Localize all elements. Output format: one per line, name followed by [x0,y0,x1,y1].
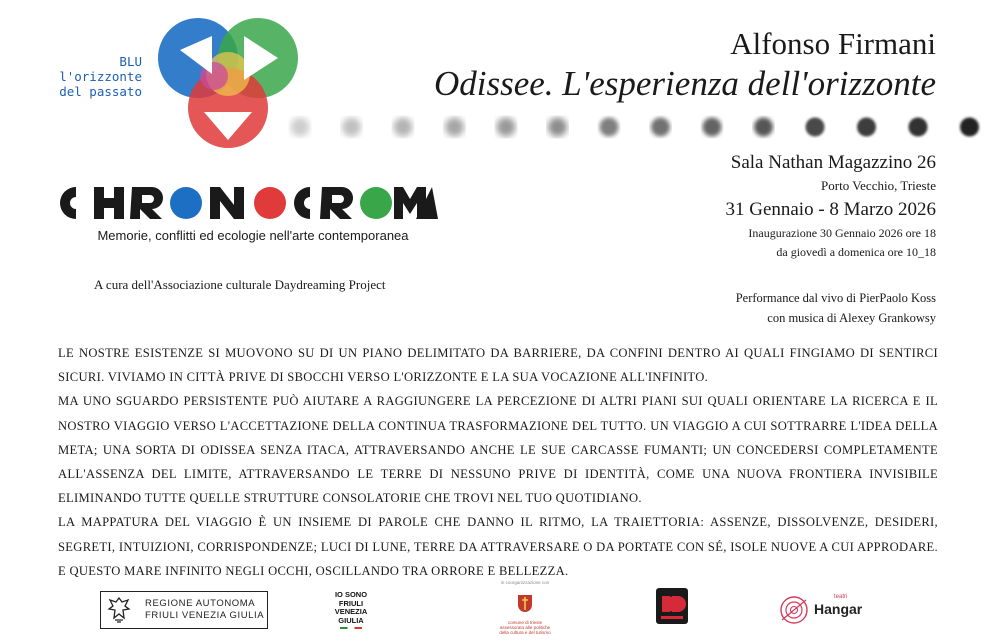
ioso-line2: FRIULI [338,598,364,608]
venue-location: Porto Vecchio, Trieste [821,178,936,193]
fvg-text [145,598,264,622]
blu-line2: l'orizzonte [59,69,142,84]
exhibition-title: Odissee. L'esperienza dell'orizzonte [433,64,936,103]
horizon-dot [394,118,413,137]
description-paragraph-1: LE NOSTRE ESISTENZE SI MUOVONO SU DI UN PIANO DELIMITATO DA BARRIERE, DA CONFINI DENTRO AI QUALI FINGIAMO DI SENTIRCI SICURI. VIVIAMO IN CITTÀ PRIVE DI SBOCCHI VERSO L'ORIZZONTE E LA SUA VOCAZIONE ALL'INFINITO. [58,346,938,385]
opening-info: Inaugurazione 30 Gennaio 2026 ore 18 [748,226,936,240]
horizon-dot [909,118,928,137]
io-sono-fvg-logo [328,591,374,629]
blu-word: BLU [119,54,142,69]
chronocroma-logo [58,183,442,223]
hangar-teatri-logo [778,594,878,626]
eagle-icon [107,596,131,624]
opening-hours: da giovedì a domenica ore 10_18 [776,245,936,259]
horizon-dot [445,118,464,137]
performance-line-2: con musica di Alexey Grankowsy [767,311,936,325]
hangar-spiral-icon [778,594,810,626]
blu-line3: del passato [59,84,142,99]
ioso-line3: VENEZIA [334,607,368,616]
hangar-name: Hangar [814,601,863,617]
venue-name: Sala Nathan Magazzino 26 [730,152,936,173]
fvg-line2: FRIULI VENEZIA GIULIA [145,610,265,621]
comune-line2: assessorato alle politiche [499,625,551,630]
horizon-dot [960,118,979,137]
comune-line1: comune di trieste [507,620,543,625]
description-paragraph-3: LA MAPPATURA DEL VIAGGIO È UN INSIEME DI PAROLE CHE DANNO IL RITMO, LA TRAIETTORIA: ASSENZE, DISSOLVENZE, DESIDERI, SEGRETI, INTUIZIONI, CORRISPONDENZE; LUCI DI LUNE, TERRE DA ATTRAVERSARE O DA PORTATE CON SÉ, ISOLE NUOVE A CUI APPRODARE. E QUESTO MARE INFINITO NEGLI OCCHI, OSCILLANDO TRA ORRORE E BELLEZZA. [58,515,938,578]
regione-fvg-logo [100,591,268,629]
comune-trieste-logo [490,580,560,636]
horizon-dot [754,118,773,137]
chronocroma-subtitle: Memorie, conflitti ed ecologie nell'arte contemporanea [97,228,409,243]
ioso-line4: GIULIA [338,615,364,625]
horizon-dot [548,118,567,137]
horizon-dot [651,118,670,137]
horizon-dot [857,118,876,137]
horizon-dot [291,118,310,137]
daydreaming-project-logo [654,586,690,626]
horizon-dot [497,118,516,137]
artist-name: Alfonso Firmani [730,26,936,61]
description-paragraph-2: MA UNO SGUARDO PERSISTENTE PUÒ AIUTARE A RAGGIUNGERE LA PERCEZIONE DI ALTRI PIANI SUI QUALI ORIENTARE LA RICERCA E IL NOSTRO VIAGGIO VERSO L'ACCETTAZIONE DELLA CONTINUA TRASFORMAZIONE DEL TUTTO. UN VIAGGIO A CUI SOTTRARRE L'IDEA DELLA META; UNA SORTA DI ODISSEA SENZA ITACA, ATTRAVERSANDO ANCHE LE SUE CARCASSE FUMANTI; UN CONCEDERSI COMPLETAMENTE ALL'ASSENZA DEL LIMITE, ATTRAVERSANDO LE TERRE DI NESSUNO PRIVE DI IDENTITÀ, COME UNA NUOVA FRONTIERA INVISIBILE ELIMINANDO TUTTE QUELLE STRUTTURE CONSOLATORIE CHE TROVI NEL TUO QUOTIDIANO. [58,394,938,506]
horizon-dot [342,118,361,137]
horizon-dot [806,118,825,137]
ioso-line1: IO SONO [334,590,368,599]
comune-line3: della cultura e del turismo [499,630,551,635]
horizon-dot [600,118,619,137]
trieste-shield-icon [517,593,533,615]
hangar-teatri: teatri [834,594,848,600]
exhibition-description [58,341,938,583]
exhibition-dates: 31 Gennaio - 8 Marzo 2026 [725,199,936,220]
blu-tagline [42,54,142,99]
horizon-dot [703,118,722,137]
fvg-line1: REGIONE AUTONOMA [145,598,256,609]
italian-flag-stripe [340,627,362,629]
curator-credit: A cura dell'Associazione culturale Daydreaming Project [94,277,386,292]
horizon-dots-decoration [280,112,1000,142]
performance-line-1: Performance dal vivo di PierPaolo Koss [735,291,936,305]
coorganization-label: in coorganizzazione con [500,580,550,585]
